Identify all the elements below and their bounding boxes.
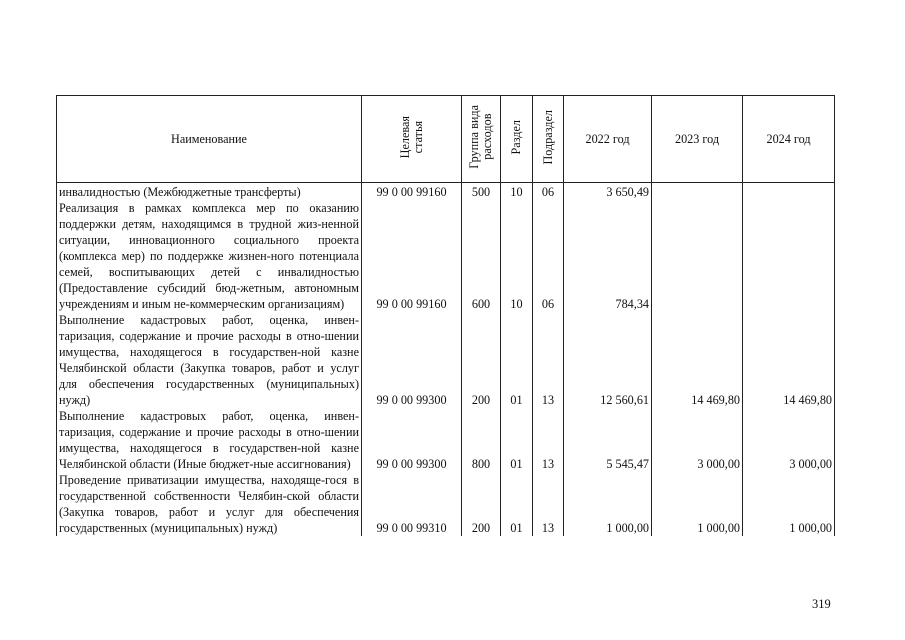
row-name: Проведение приватизации имущества, находяще-гося в государственной собственности Челябин-ской области (Закупка товаров, работ и услуг для обеспечения государственных (муниципальных) нужд) — [57, 472, 362, 536]
budget-table — [56, 95, 835, 536]
header-subsection: Подраздел — [533, 96, 564, 183]
header-name: Наименование — [57, 96, 362, 183]
row-value-2023: 1 000,00 — [652, 472, 743, 536]
row-value-2023 — [652, 200, 743, 312]
row-target-article: 99 0 00 99310 — [362, 472, 462, 536]
row-name: Выполнение кадастровых работ, оценка, инвен-таризация, содержание и прочие расходы в отно-шении имущества, находящегося в государствен-ной казне Челябинской области (Закупка товаров, работ и услуг для обеспечения государственных (муниципальных) нужд) — [57, 312, 362, 408]
table-row — [57, 200, 835, 312]
row-subsection: 13 — [533, 312, 564, 408]
row-target-article: 99 0 00 99300 — [362, 312, 462, 408]
row-expense-group: 800 — [462, 408, 501, 472]
row-value-2024: 3 000,00 — [743, 408, 835, 472]
row-target-article: 99 0 00 99300 — [362, 408, 462, 472]
header-section: Раздел — [501, 96, 533, 183]
table-row — [57, 312, 835, 408]
row-expense-group: 500 — [462, 183, 501, 201]
page-number: 319 — [812, 597, 831, 611]
row-value-2024 — [743, 200, 835, 312]
row-subsection: 06 — [533, 183, 564, 201]
row-section: 01 — [501, 408, 533, 472]
row-name: Выполнение кадастровых работ, оценка, инвен-таризация, содержание и прочие расходы в отно-шении имущества, находящегося в государствен-ной казне Челябинской области (Иные бюджет-ные ассигнования) — [57, 408, 362, 472]
row-subsection: 13 — [533, 472, 564, 536]
row-value-2023: 14 469,80 — [652, 312, 743, 408]
header-target-article: Целевая статья — [362, 96, 462, 183]
header-expense-group: Группа вида расходов — [462, 96, 501, 183]
header-2022: 2022 год — [564, 96, 652, 183]
row-expense-group: 200 — [462, 472, 501, 536]
row-section: 10 — [501, 183, 533, 201]
row-subsection: 13 — [533, 408, 564, 472]
table-row — [57, 408, 835, 472]
header-2023: 2023 год — [652, 96, 743, 183]
table-row — [57, 472, 835, 536]
row-value-2022: 3 650,49 — [564, 183, 652, 201]
row-target-article: 99 0 00 99160 — [362, 200, 462, 312]
row-value-2024 — [743, 183, 835, 201]
row-expense-group: 200 — [462, 312, 501, 408]
row-value-2022: 5 545,47 — [564, 408, 652, 472]
row-section: 01 — [501, 312, 533, 408]
row-subsection: 06 — [533, 200, 564, 312]
row-value-2022: 784,34 — [564, 200, 652, 312]
row-name: Реализация в рамках комплекса мер по оказанию поддержки детям, находящимся в трудной жиз-ненной ситуации, инновационного социального проекта (комплекса мер) по поддержке жизнен-ного потенциала семей, воспитывающих детей с инвалидностью (Предоставление субсидий бюд-жетным, автономным учреждениям и иным не-коммерческим организациям) — [57, 200, 362, 312]
row-value-2022: 1 000,00 — [564, 472, 652, 536]
row-value-2023: 3 000,00 — [652, 408, 743, 472]
row-value-2023 — [652, 183, 743, 201]
row-target-article: 99 0 00 99160 — [362, 183, 462, 201]
row-name: инвалидностью (Межбюджетные трансферты) — [57, 183, 362, 201]
table-row — [57, 183, 835, 201]
table-header-row — [57, 96, 835, 183]
row-section: 10 — [501, 200, 533, 312]
row-value-2022: 12 560,61 — [564, 312, 652, 408]
row-section: 01 — [501, 472, 533, 536]
header-2024: 2024 год — [743, 96, 835, 183]
row-expense-group: 600 — [462, 200, 501, 312]
row-value-2024: 1 000,00 — [743, 472, 835, 536]
row-value-2024: 14 469,80 — [743, 312, 835, 408]
